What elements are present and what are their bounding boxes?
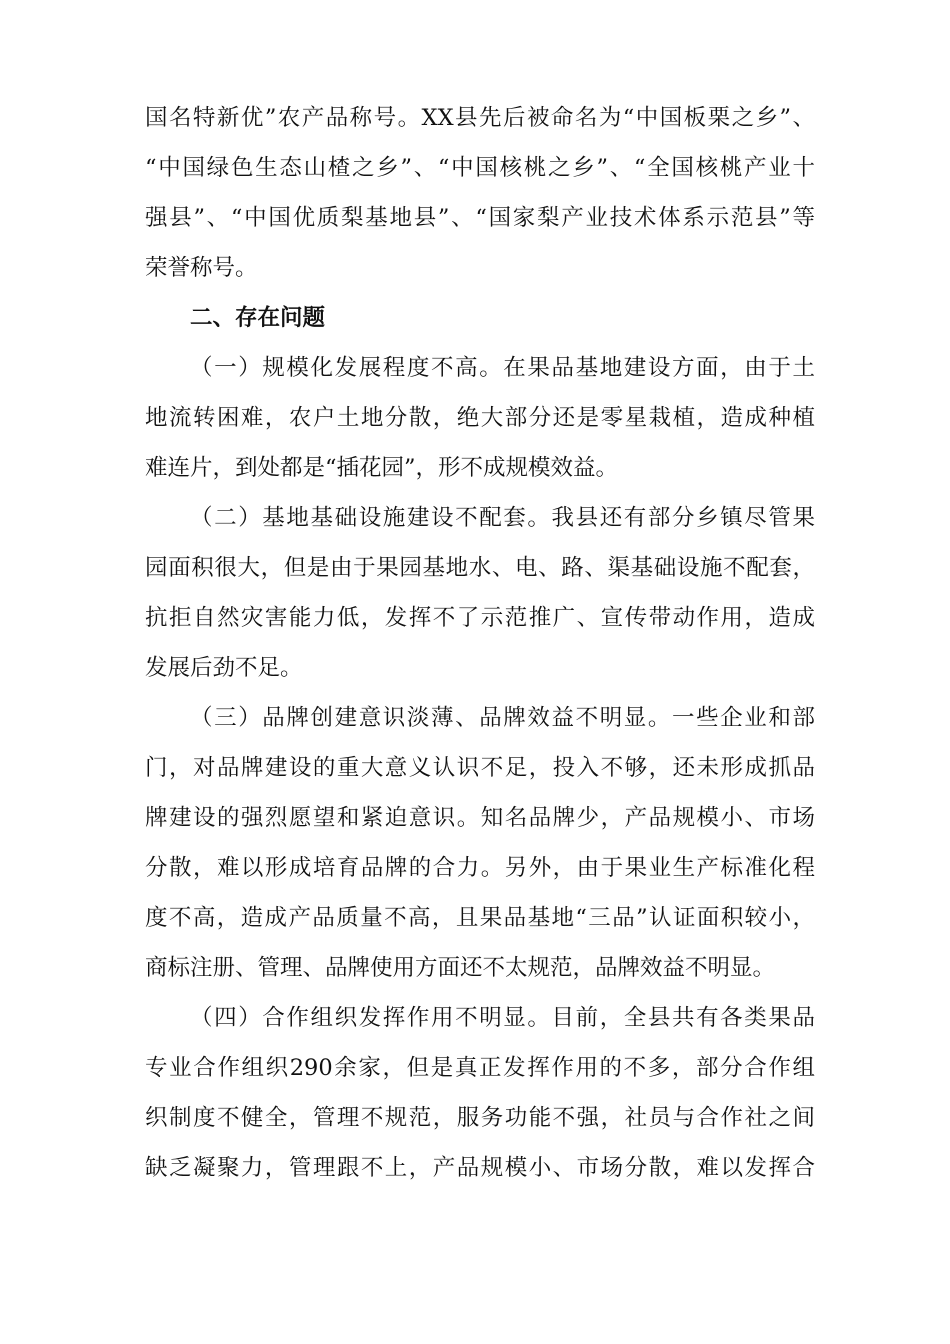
text-line: 商标注册、管理、品牌使用方面还不太规范，品牌效益不明显。 [145,955,776,981]
text-line: 织制度不健全，管理不规范，服务功能不强，社员与合作社之间 [145,1105,815,1131]
text-line: 园面积很大，但是由于果园基地水、电、路、渠基础设施不配套， [145,555,815,581]
document-body [145,93,815,1193]
paragraph-issue-1 [145,343,815,493]
paragraph-issue-4 [145,993,815,1193]
text-line: 抗拒自然灾害能力低，发挥不了示范推广、宣传带动作用，造成 [145,605,815,631]
paragraph-issue-2 [145,493,815,693]
text-line: 分散，难以形成培育品牌的合力。另外，由于果业生产标准化程 [145,855,815,881]
text-line: 国名特新优”农产品称号。XX县先后被命名为“中国板栗之乡”、 [145,105,815,131]
text-line: （一）规模化发展程度不高。在果品基地建设方面，由于土 [190,355,815,381]
text-line: 强县”、“中国优质梨基地县”、“国家梨产业技术体系示范县”等 [145,205,815,231]
text-line: 度不高，造成产品质量不高，且果品基地“三品”认证面积较小， [145,905,815,931]
text-line: 门，对品牌建设的重大意义认识不足，投入不够，还未形成抓品 [145,755,815,781]
text-line: （三）品牌创建意识淡薄、品牌效益不明显。一些企业和部 [190,705,815,731]
paragraph-issue-3 [145,693,815,993]
text-line: （四）合作组织发挥作用不明显。目前，全县共有各类果品 [190,1005,815,1031]
text-line: 荣誉称号。 [145,255,258,281]
text-line: 牌建设的强烈愿望和紧迫意识。知名品牌少，产品规模小、市场 [145,805,815,831]
text-line: 难连片，到处都是“插花园”，形不成规模效益。 [145,455,619,481]
text-line: 专业合作组织290余家，但是真正发挥作用的不多，部分合作组 [145,1055,815,1081]
text-line: 发展后劲不足。 [145,655,303,681]
text-line: “中国绿色生态山楂之乡”、“中国核桃之乡”、“全国核桃产业十 [145,155,815,181]
continuation-paragraph [145,93,815,293]
text-line: （二）基地基础设施建设不配套。我县还有部分乡镇尽管果 [190,505,815,531]
text-line: 地流转困难，农户土地分散，绝大部分还是零星栽植，造成种植 [145,405,815,431]
section-heading: 二、存在问题 [190,305,326,331]
text-line: 缺乏凝聚力，管理跟不上，产品规模小、市场分散，难以发挥合 [145,1155,815,1181]
